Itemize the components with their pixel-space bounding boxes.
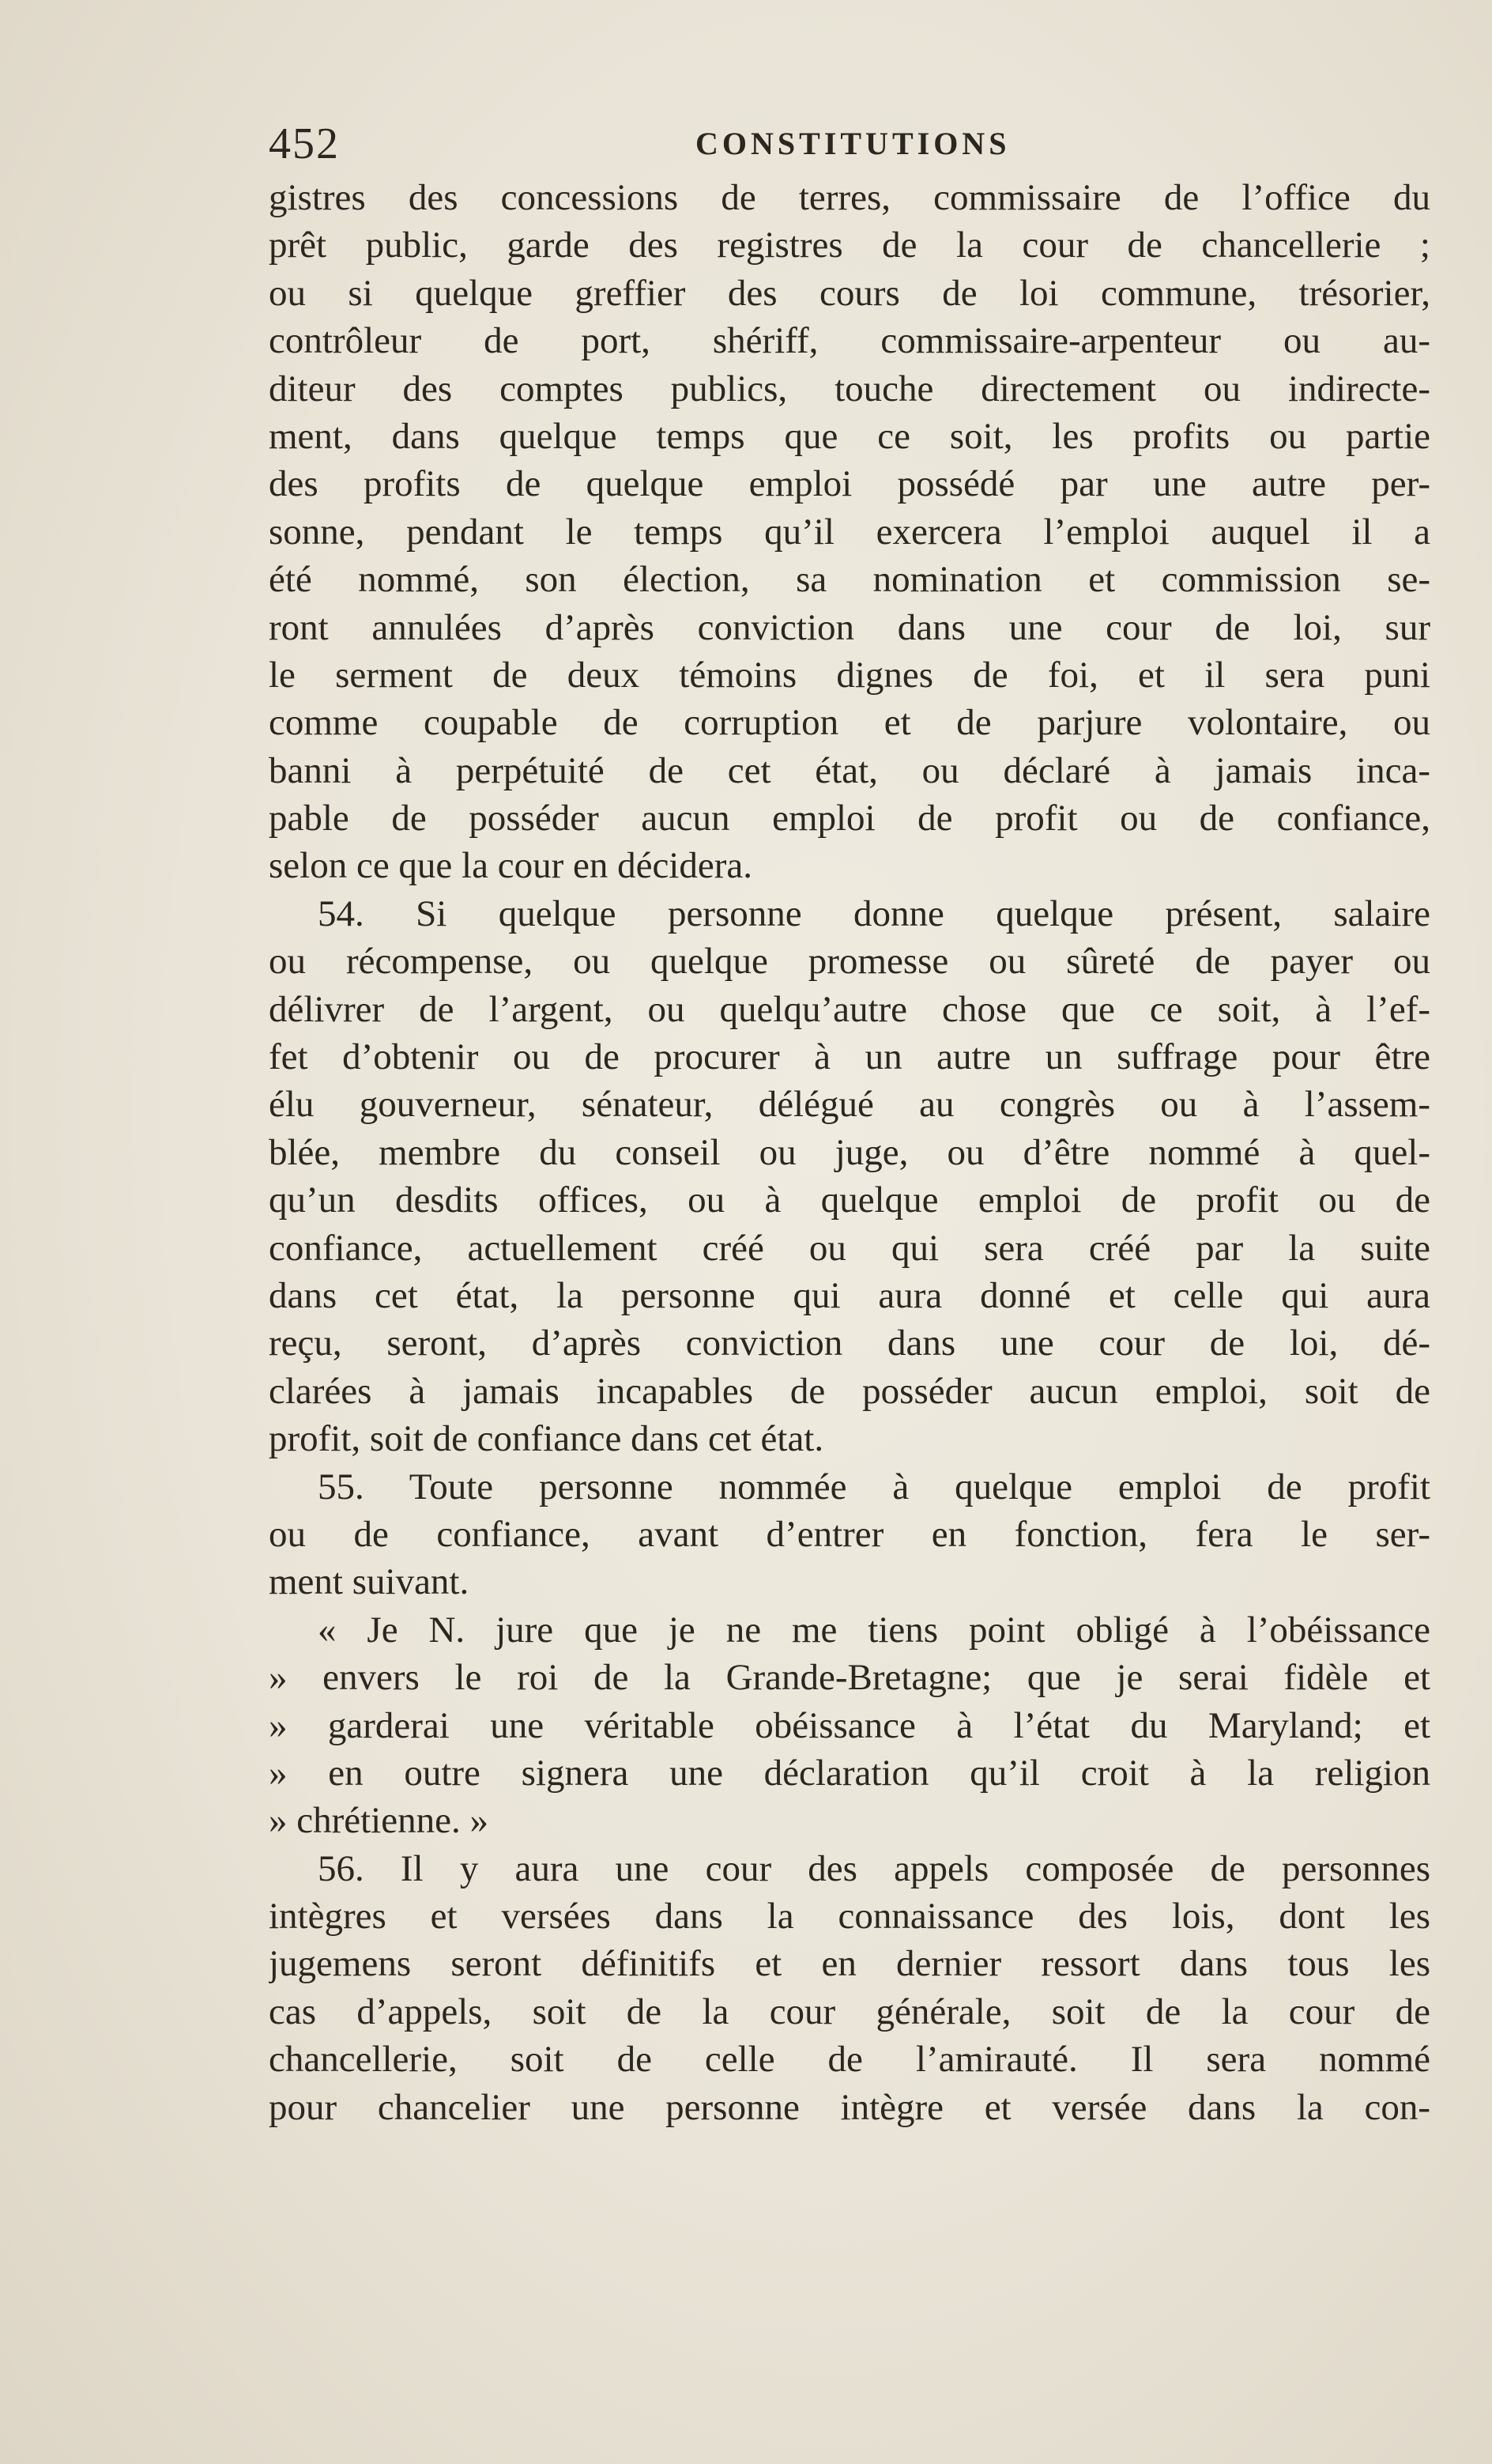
text-line: fet d’obtenir ou de procurer à un autre un suffrage pour être — [269, 1036, 1430, 1078]
text-line: chancellerie, soit de celle de l’amirauté. Il sera nommé — [269, 2039, 1430, 2081]
running-title: CONSTITUTIONS — [695, 126, 1011, 161]
text-line: ou de confiance, avant d’entrer en fonction, fera le ser- — [269, 1513, 1430, 1555]
text-line: 56. Il y aura une cour des appels composée de personnes — [318, 1847, 1430, 1889]
text-line: prêt public, garde des registres de la cour de chancellerie ; — [269, 225, 1430, 266]
text-line: » envers le roi de la Grande-Bretagne; que je serai fidèle et — [269, 1657, 1430, 1699]
text-line: « Je N. jure que je ne me tiens point obligé à l’obéissance — [318, 1609, 1430, 1651]
text-line: blée, membre du conseil ou juge, ou d’être nommé à quel- — [269, 1131, 1430, 1173]
text-line: délivrer de l’argent, ou quelqu’autre chose que ce soit, à l’ef- — [269, 988, 1430, 1030]
text-line: pour chancelier une personne intègre et versée dans la con- — [269, 2086, 1430, 2128]
text-line: des profits de quelque emploi possédé par une autre per- — [269, 463, 1430, 505]
text-line: jugemens seront définitifs et en dernier ressort dans tous les — [269, 1943, 1430, 1985]
text-line: ment, dans quelque temps que ce soit, les profits ou partie — [269, 415, 1430, 457]
body-text — [269, 174, 1430, 2131]
text-line: » en outre signera une déclaration qu’il croit à la religion — [269, 1752, 1430, 1794]
text-line: diteur des comptes publics, touche directement ou indirecte- — [269, 368, 1430, 409]
text-line: profit, soit de confiance dans cet état. — [269, 1418, 824, 1460]
text-line: ou récompense, ou quelque promesse ou sûreté de payer ou — [269, 941, 1430, 983]
text-line: contrôleur de port, shériff, commissaire-arpenteur ou au- — [269, 320, 1430, 362]
text-line: élu gouverneur, sénateur, délégué au congrès ou à l’assem- — [269, 1084, 1430, 1126]
text-line: 54. Si quelque personne donne quelque présent, salaire — [318, 892, 1430, 934]
text-line: reçu, seront, d’après conviction dans une cour de loi, dé- — [269, 1323, 1430, 1364]
text-line: ou si quelque greffier des cours de loi commune, trésorier, — [269, 272, 1430, 314]
text-block — [269, 119, 1430, 2131]
text-line: comme coupable de corruption et de parjure volontaire, ou — [269, 702, 1430, 744]
text-line: ment suivant. — [269, 1561, 469, 1603]
text-line: sonne, pendant le temps qu’il exercera l’emploi auquel il a — [269, 511, 1430, 553]
text-line: le serment de deux témoins dignes de foi, et il sera puni — [269, 654, 1430, 696]
text-line: » chrétienne. » — [269, 1800, 488, 1842]
text-line: qu’un desdits offices, ou à quelque emploi de profit ou de — [269, 1179, 1430, 1221]
text-line: gistres des concessions de terres, commissaire de l’office du — [269, 177, 1430, 218]
text-line: » garderai une véritable obéissance à l’état du Maryland; et — [269, 1704, 1430, 1746]
page-number: 452 — [269, 119, 340, 168]
text-line: banni à perpétuité de cet état, ou déclaré à jamais inca- — [269, 749, 1430, 791]
text-line: clarées à jamais incapables de posséder aucun emploi, soit de — [269, 1370, 1430, 1412]
text-line: selon ce que la cour en décidera. — [269, 845, 752, 887]
text-line: été nommé, son élection, sa nomination et commission se- — [269, 559, 1430, 601]
text-line: 55. Toute personne nommée à quelque emploi de profit — [318, 1466, 1430, 1507]
text-line: dans cet état, la personne qui aura donné et celle qui aura — [269, 1274, 1430, 1316]
text-line: confiance, actuellement créé ou qui sera créé par la suite — [269, 1227, 1430, 1269]
running-head — [269, 119, 1430, 174]
text-line: intègres et versées dans la connaissance des lois, dont les — [269, 1896, 1430, 1938]
text-line: cas d’appels, soit de la cour générale, soit de la cour de — [269, 1990, 1430, 2032]
text-line: ront annulées d’après conviction dans une cour de loi, sur — [269, 606, 1430, 648]
text-line: pable de posséder aucun emploi de profit ou de confiance, — [269, 798, 1430, 840]
